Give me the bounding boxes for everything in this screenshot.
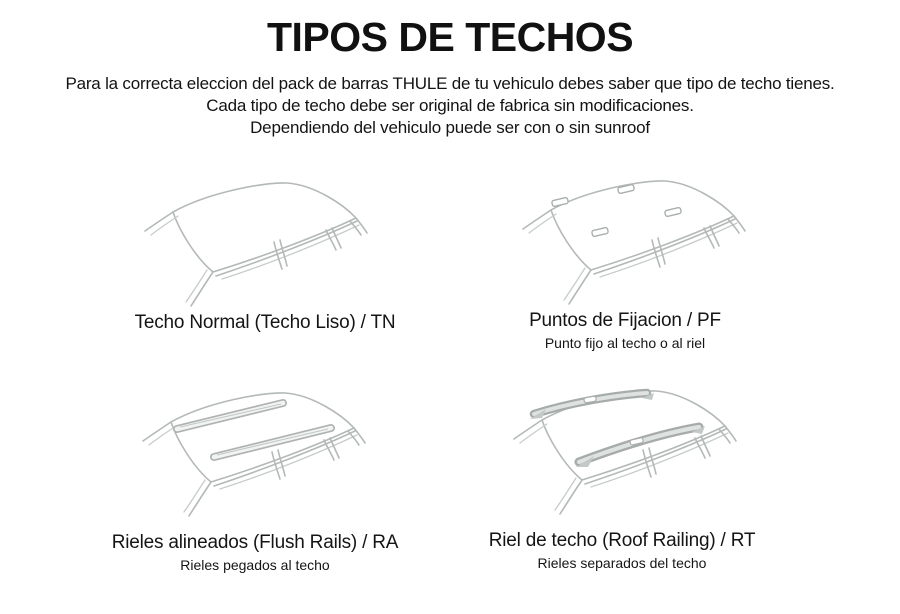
roof-type-sublabel: Rieles pegados al techo [180,557,330,573]
intro-text [0,73,900,139]
page-title: TIPOS DE TECHOS [266,14,634,60]
intro-line-1: Para la correcta eleccion del pack de barras THULE de tu vehiculo debes saber que tipo de techo tienes. [65,74,835,93]
roof-railing-illustration [484,380,784,520]
roof-type-label: Riel de techo (Roof Railing) / RT [488,530,756,551]
roof-type-label: Techo Normal (Techo Liso) / TN [134,312,396,333]
fixed-point-roof-illustration [493,170,793,310]
roof-type-card-techo-normal [55,172,475,334]
intro-line-2: Cada tipo de techo debe ser original de fabrica sin modificaciones. [206,96,694,115]
roof-type-sublabel: Rieles separados del techo [537,555,707,571]
roof-type-sublabel: Punto fijo al techo o al riel [544,335,706,351]
smooth-roof-illustration [115,172,415,312]
roof-type-label: Puntos de Fijacion / PF [529,310,721,331]
flush-rails-roof-illustration [113,382,413,522]
roof-type-card-riel-de-techo [412,380,832,571]
intro-line-3: Dependiendo del vehiculo puede ser con o sin sunroof [250,118,650,137]
roof-type-label: Rieles alineados (Flush Rails) / RA [111,532,399,553]
roof-type-card-rieles-alineados [45,382,465,573]
roof-type-card-puntos-fijacion [415,170,835,351]
